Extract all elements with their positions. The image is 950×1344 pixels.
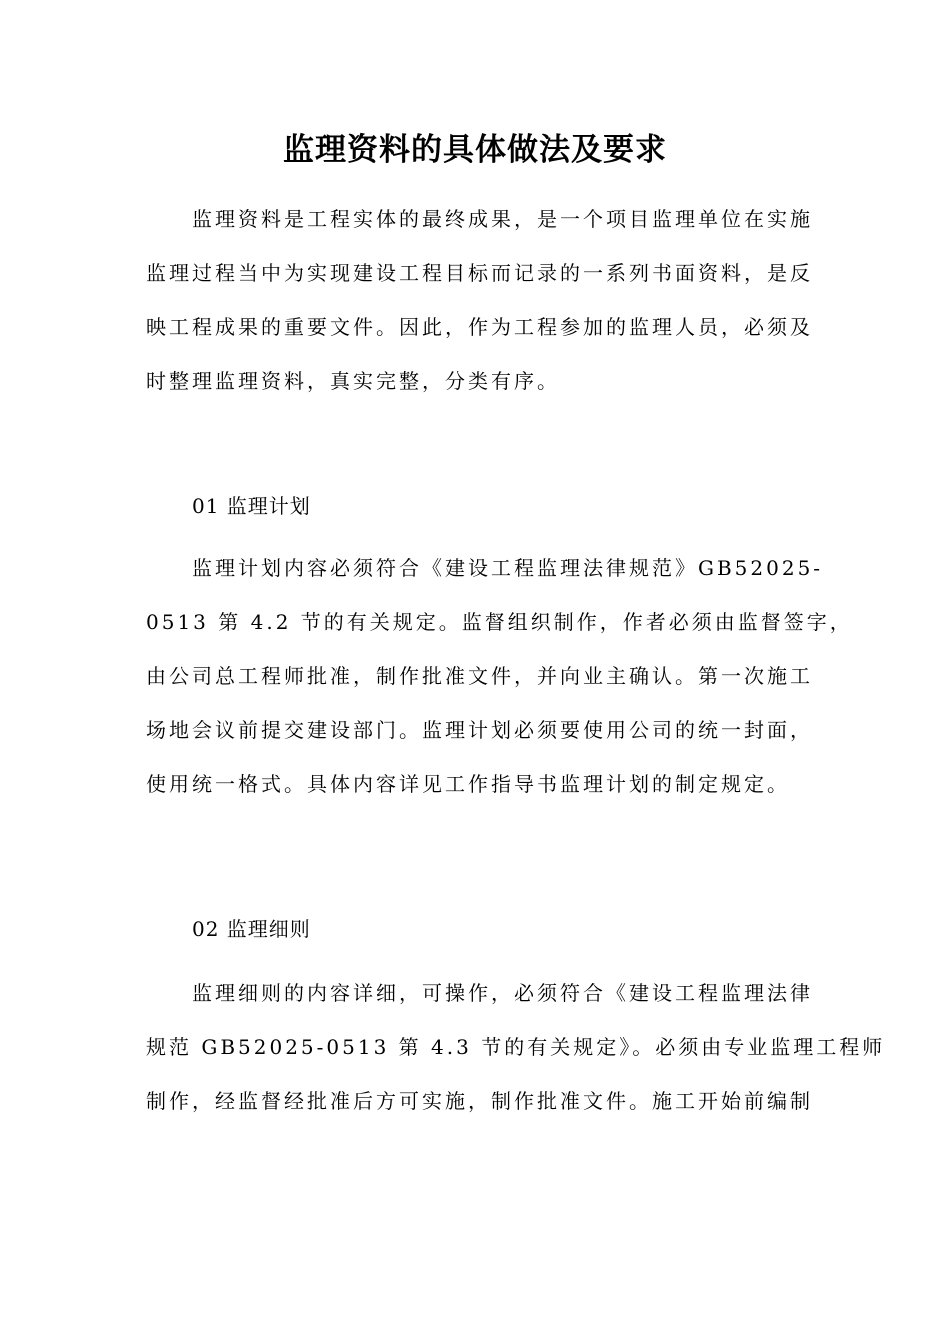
document-title: 监理资料的具体做法及要求	[283, 132, 667, 168]
paragraph-line: 映工程成果的重要文件。因此，作为工程参加的监理人员，必须及	[146, 315, 813, 339]
paragraph-line: 场地会议前提交建设部门。监理计划必须要使用公司的统一封面，	[146, 718, 813, 742]
paragraph-line: 监理资料是工程实体的最终成果，是一个项目监理单位在实施	[192, 207, 813, 231]
section-heading-rules: 02 监理细则	[192, 917, 311, 941]
plan-paragraph	[146, 541, 853, 811]
paragraph-line: 监理过程当中为实现建设工程目标而记录的一系列书面资料，是反	[146, 261, 813, 285]
section-heading-plan: 01 监理计划	[192, 494, 311, 518]
paragraph-line: 规范 GB52025-0513 第 4.3 节的有关规定》。必须由专业监理工程师	[146, 1035, 886, 1059]
paragraph-line: 0513 第 4.2 节的有关规定。监督组织制作，作者必须由监督签字，	[146, 610, 853, 634]
paragraph-line: 监理计划内容必须符合《建设工程监理法律规范》GB52025-	[192, 556, 824, 580]
paragraph-line: 制作，经监督经批准后方可实施，制作批准文件。施工开始前编制	[146, 1089, 813, 1113]
rules-paragraph	[146, 966, 886, 1128]
paragraph-line: 时整理监理资料，真实完整，分类有序。	[146, 369, 560, 393]
paragraph-line: 由公司总工程师批准，制作批准文件，并向业主确认。第一次施工	[146, 664, 813, 688]
intro-paragraph	[146, 192, 813, 408]
paragraph-line: 监理细则的内容详细，可操作，必须符合《建设工程监理法律	[192, 981, 813, 1005]
paragraph-line: 使用统一格式。具体内容详见工作指导书监理计划的制定规定。	[146, 772, 790, 796]
